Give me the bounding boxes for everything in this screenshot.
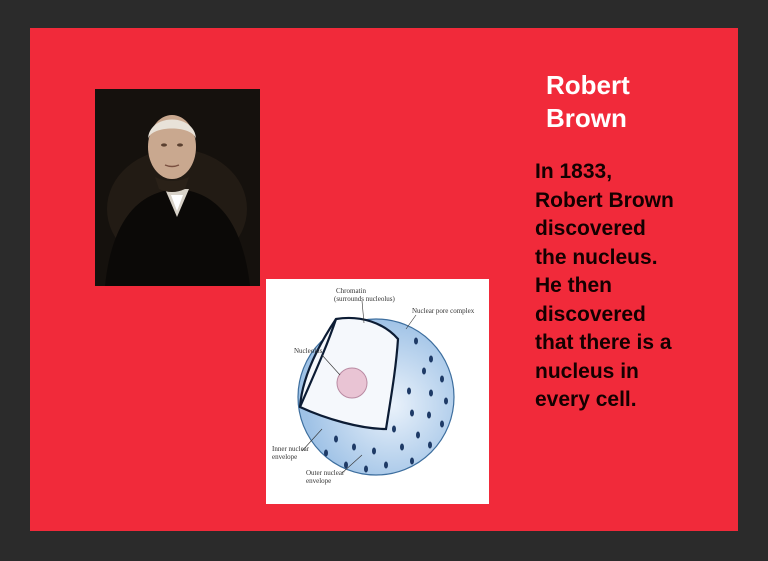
portrait-icon xyxy=(95,89,260,286)
body-line: Robert Brown xyxy=(535,188,674,212)
inner-envelope-sublabel: envelope xyxy=(272,453,298,461)
chromatin-label: Chromatin xyxy=(336,287,366,295)
outer-envelope-label: Outer nuclear xyxy=(306,469,345,477)
body-line: every cell. xyxy=(535,388,637,411)
nucleus-diagram-icon xyxy=(266,279,489,504)
body-line: discovered xyxy=(535,302,646,326)
body-line: He then xyxy=(535,274,613,297)
body-line: In 1833, xyxy=(535,160,613,183)
title-line: Brown xyxy=(546,103,627,133)
body-line: discovered xyxy=(535,217,646,240)
slide xyxy=(30,28,738,531)
chromatin-sublabel: (surrounds nucleolus) xyxy=(334,295,395,303)
title-line: Robert xyxy=(546,70,630,100)
slide-body xyxy=(535,158,735,415)
slide-title xyxy=(546,69,716,135)
nucleolus-label: Nucleolus xyxy=(294,347,323,355)
body-line: the nucleus. xyxy=(535,245,658,269)
pore-label: Nuclear pore complex xyxy=(412,307,475,315)
body-line: nucleus in xyxy=(535,359,639,383)
nucleus-diagram xyxy=(266,279,489,504)
body-line: that there is a xyxy=(535,331,672,354)
outer-envelope-sublabel: envelope xyxy=(306,477,332,485)
inner-envelope-label: Inner nuclear xyxy=(272,445,310,453)
portrait-image xyxy=(95,89,260,286)
